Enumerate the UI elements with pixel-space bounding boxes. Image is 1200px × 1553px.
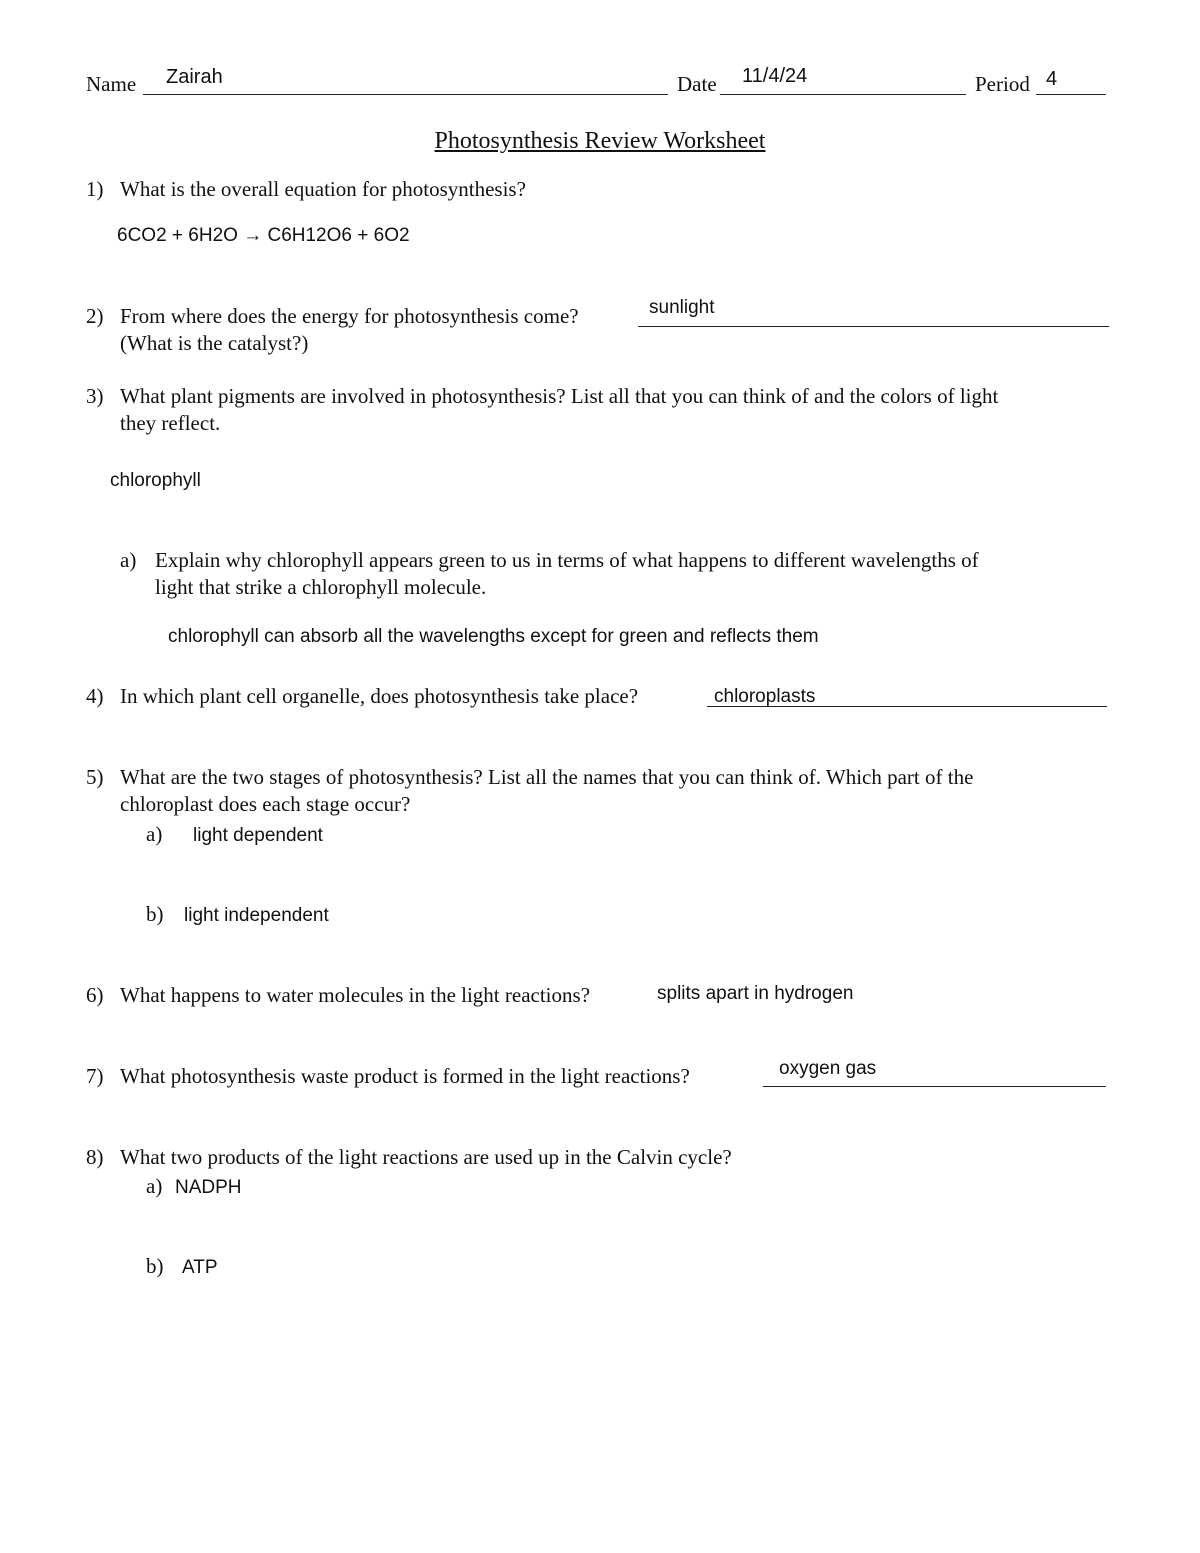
question-number: 5): [86, 765, 104, 789]
answer-text[interactable]: chloroplasts: [714, 686, 816, 707]
answer-text[interactable]: chlorophyll can absorb all the wavelengths except for green and reflects them: [168, 626, 819, 647]
answer-text[interactable]: NADPH: [175, 1177, 242, 1198]
answer-line: [638, 326, 1109, 327]
answer-text[interactable]: chlorophyll: [110, 470, 201, 491]
sub-question-label: a): [146, 1174, 163, 1198]
answer-text[interactable]: oxygen gas: [779, 1058, 877, 1079]
question-text: What are the two stages of photosynthesis? List all the names that you can think of. Which part of the: [120, 765, 974, 789]
question-text: What photosynthesis waste product is formed in the light reactions?: [120, 1064, 690, 1088]
date-value[interactable]: 11/4/24: [742, 65, 808, 87]
name-field-line: [143, 94, 668, 95]
question-number: 3): [86, 384, 104, 408]
period-field-line: [1036, 94, 1106, 95]
sub-question-label: a): [120, 548, 137, 572]
question-text: What two products of the light reactions are used up in the Calvin cycle?: [120, 1145, 732, 1169]
question-text: What happens to water molecules in the light reactions?: [120, 983, 591, 1007]
name-label: Name: [86, 72, 137, 96]
answer-line: [763, 1086, 1106, 1087]
answer-text[interactable]: light dependent: [193, 825, 323, 846]
question-number: 6): [86, 983, 104, 1007]
page-title: Photosynthesis Review Worksheet: [434, 128, 766, 154]
sub-question-text-line-2: light that strike a chlorophyll molecule.: [155, 575, 487, 599]
question-text: From where does the energy for photosynthesis come?: [120, 304, 579, 328]
question-text: What is the overall equation for photosynthesis?: [120, 177, 526, 201]
question-text-line-2: chloroplast does each stage occur?: [120, 792, 411, 816]
question-text-line-2: they reflect.: [120, 411, 221, 435]
date-label: Date: [677, 72, 717, 96]
sub-question-label: b): [146, 902, 164, 926]
answer-text[interactable]: 6CO2 + 6H2O → C6H12O6 + 6O2: [117, 225, 410, 246]
date-field-line: [720, 94, 966, 95]
period-value[interactable]: 4: [1046, 68, 1058, 90]
question-text: In which plant cell organelle, does photosynthesis take place?: [120, 684, 639, 708]
period-label: Period: [975, 72, 1030, 96]
answer-text[interactable]: sunlight: [649, 297, 715, 318]
question-number: 1): [86, 177, 104, 201]
sub-question-label: a): [146, 822, 163, 846]
sub-question-text: Explain why chlorophyll appears green to us in terms of what happens to different wavelengths of: [155, 548, 979, 572]
answer-text[interactable]: light independent: [184, 905, 329, 926]
answer-text[interactable]: splits apart in hydrogen: [657, 983, 854, 1004]
name-value[interactable]: Zairah: [166, 66, 223, 88]
answer-text[interactable]: ATP: [182, 1257, 218, 1278]
question-number: 2): [86, 304, 104, 328]
question-text: What plant pigments are involved in photosynthesis? List all that you can think of and the colors of light: [120, 384, 999, 408]
question-number: 7): [86, 1064, 104, 1088]
question-number: 4): [86, 684, 104, 708]
question-text-line-2: (What is the catalyst?): [120, 331, 309, 355]
sub-question-label: b): [146, 1254, 164, 1278]
question-number: 8): [86, 1145, 104, 1169]
